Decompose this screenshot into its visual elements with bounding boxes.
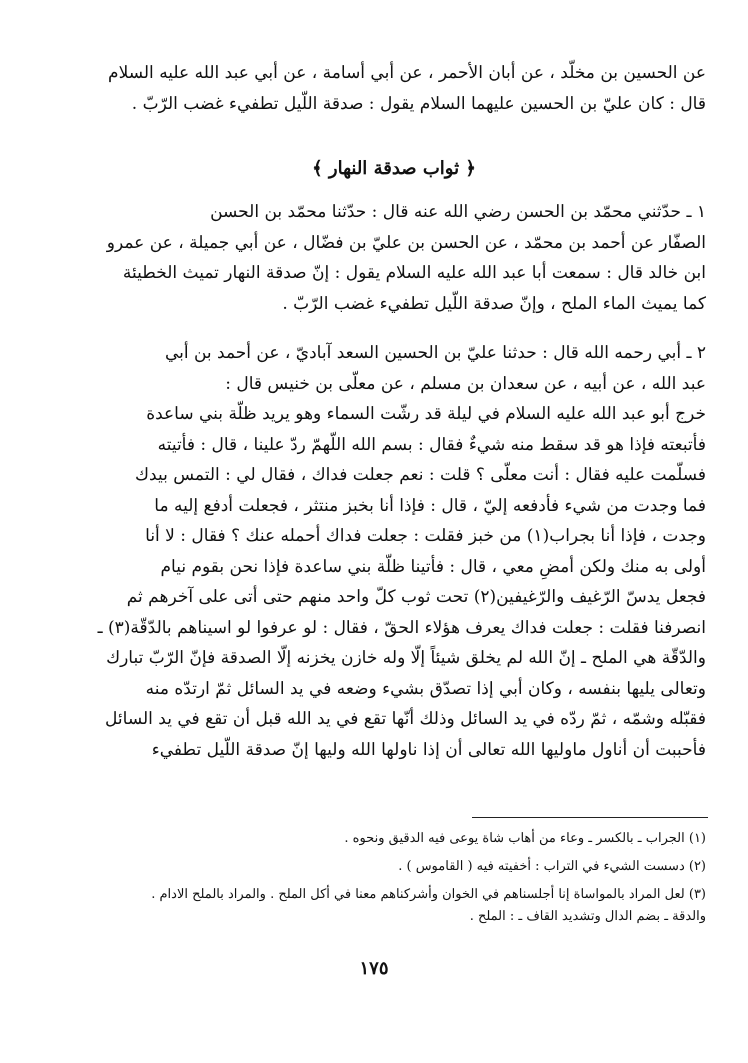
hadith-2-line: وتعالى يليها بنفسه ، وكان أبي إذا تصدّق بشيء وضعه في يد السائل ثمّ ارتدّه منه: [145, 678, 706, 699]
page-number: ١٧٥: [359, 958, 389, 979]
hadith-2-line: فقبّله وشمّه ، ثمّ ردّه في يد السائل وذلك أنّها تقع في يد الله قبل أن تقع في يد السائل: [105, 709, 706, 729]
hadith-1-line: ١ ـ حدّثني محمّد بن الحسن رضي الله عنه قال : حدّثنا محمّد بن الحسن: [210, 202, 706, 222]
hadith-2-line: وجدت ، فإذا أنا بجراب(١) من خبز فقلت : جعلت فداك أحمله عنك ؟ فقال : لا أنا: [145, 526, 706, 546]
footnote-2: [82, 856, 706, 878]
footnote-line: (٣) لعل المراد بالمواساة إنا أجلسناهم في الخوان وأشركناهم معنا في أكل الملح . والمراد بالملح الادام .: [151, 887, 706, 902]
footnote-3: [82, 884, 706, 928]
hadith-1-paragraph: [82, 197, 706, 319]
hadith-2-line: انصرفنا فقلت : جعلت فداك يعرف هؤلاء الحقّ ، فقال : لو عرفوا لو اسيناهم بالدّقّة(٣) ـ: [97, 617, 706, 638]
hadith-1-line: الصفّار عن أحمد بن محمّد ، عن الحسن بن عليّ بن فضّال ، عن أبي جميلة ، عن عمرو: [106, 232, 706, 253]
hadith-1-line: كما يميث الماء الملح ، وإنّ صدقة اللّيل تطفيء غضب الرّبّ .: [282, 293, 706, 314]
hadith-2-line: فأتبعته فإذا هو قد سقط منه شيءٌ فقال : بسم الله اللّهمّ ردّ علينا ، قال : فأتيته: [157, 434, 706, 455]
hadith-2-line: والدّقّة هي الملح ـ إنّ الله لم يخلق شيئاً إلّا وله خازن يخزنه إلّا الصدقة فإنّ الرّبّ تبارك: [106, 648, 706, 668]
intro-paragraph: [82, 58, 706, 119]
footnote-line: (٢) دسست الشيء في التراب : أخفيته فيه ( القاموس ) .: [398, 859, 706, 874]
hadith-1-line: ابن خالد قال : سمعت أبا عبد الله عليه السلام يقول : إنّ صدقة النهار تميث الخطيئة: [122, 263, 706, 283]
footnotes: [82, 828, 706, 934]
hadith-2-line: ٢ ـ أبي رحمه الله قال : حدثنا عليّ بن الحسين السعد آباديّ ، عن أحمد بن أبي: [164, 343, 706, 363]
hadith-2-line: فسلّمت عليه فقال : أنت معلّى ؟ قلت : نعم جعلت فداك ، فقال لي : التمس بيدك: [135, 465, 706, 485]
footnote-line: (١) الجراب ـ بالكسر ـ وعاء من أهاب شاة يوعى فيه الدقيق ونحوه .: [344, 831, 706, 846]
hadith-2-line: عبد الله ، عن أبيه ، عن سعدان بن مسلم ، عن معلّى بن خنيس قال :: [225, 373, 706, 394]
hadith-2-line: فأحببت أن أناول ماوليها الله تعالى أن إذا ناولها الله وليها إنّ صدقة اللّيل تطفيء: [151, 739, 706, 760]
intro-line: عن الحسين بن مخلّد ، عن أبان الأحمر ، عن أبي أسامة ، عن أبي عبد الله عليه السلام: [108, 63, 706, 83]
hadith-2-line: خرج أبو عبد الله عليه السلام في ليلة قد رشّت السماء وهو يريد ظلّة بني ساعدة: [146, 404, 706, 424]
intro-line: قال : كان عليّ بن الحسين عليهما السلام يقول : صدقة اللّيل تطفيء غضب الرّبّ .: [131, 93, 706, 114]
footnote-line: والدقة ـ بضم الدال وتشديد القاف ـ : الملح .: [469, 909, 706, 924]
footnote-divider: [472, 817, 708, 818]
hadith-2-line: فما وجدت من شيء فأدفعه إليّ ، قال : فإذا أنا بخبز منتثر ، فجعلت أدفع إليه ما: [154, 495, 706, 516]
hadith-2-paragraph: [82, 338, 706, 765]
hadith-2-line: أولى به منك ولكن أمضِ معي ، قال : فأتينا ظلّة بني ساعدة فإذا نحن بقوم نيام: [160, 556, 706, 577]
section-title: ﴿ ثواب صدقة النهار ﴾: [312, 158, 476, 179]
hadith-2-line: فجعل يدسّ الرّغيف والرّغيفين(٢) تحت ثوب كلّ واحد منهم حتى أتى على آخرهم ثم: [126, 587, 706, 607]
footnote-1: [82, 828, 706, 850]
